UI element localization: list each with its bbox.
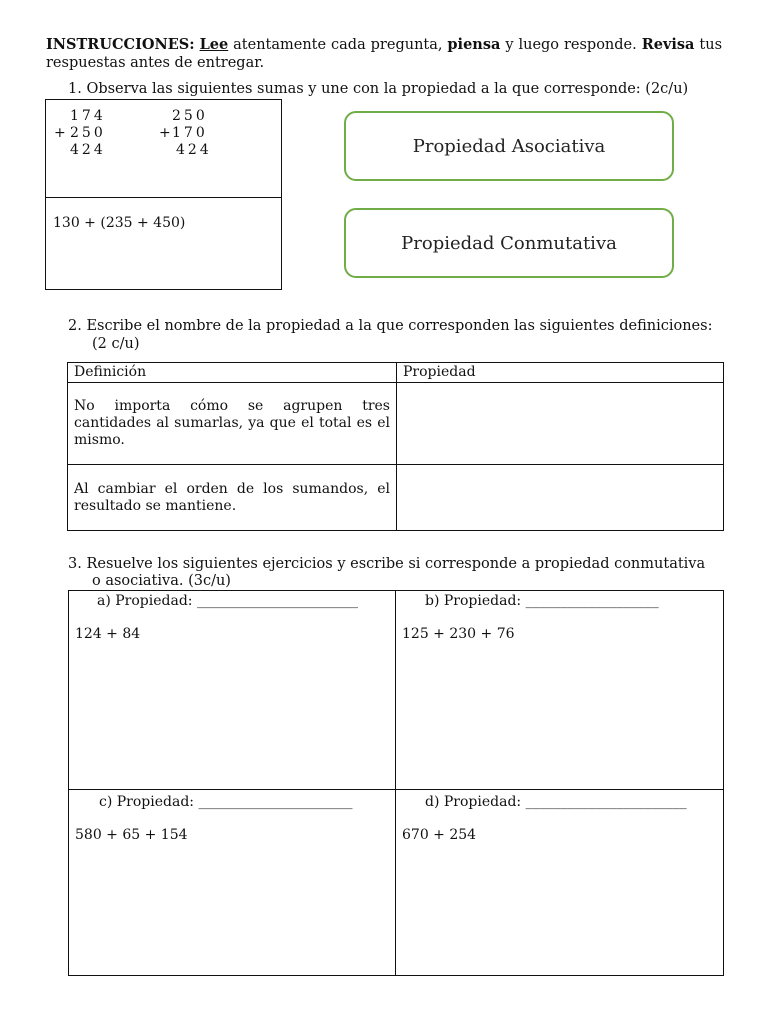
associative-expression: 130 + (235 + 450) [53,215,186,231]
answer-cell-2[interactable] [397,465,724,531]
grid-vertical-divider [395,591,396,975]
instructions-word-revisa: Revisa [641,36,695,53]
sum-2-total: 424 [176,142,212,158]
question-3-points: o asociativa. (3c/u) [92,573,231,589]
exercise-d-property[interactable]: d) Propiedad: _______________________ [425,794,687,810]
exercise-b-expression: 125 + 230 + 76 [402,626,515,642]
sum-2-addend-b: 170 [172,125,208,141]
sum-1-total: 424 [70,142,106,158]
instructions-text-3: tus respuestas antes de entregar. [46,37,723,71]
exercise-c-property[interactable]: c) Propiedad: ______________________ [99,794,353,810]
instructions-text-2: y luego responde. [500,37,642,53]
option-commutative[interactable]: Propiedad Conmutativa [344,208,674,278]
exercises-grid [68,590,724,976]
sum-2-addend-a: 250 [172,108,208,124]
answer-cell-1[interactable] [397,383,724,465]
question-2-text: 2. Escribe el nombre de la propiedad a la que corresponden las siguientes definiciones: [68,318,713,334]
instructions-word-lee: Lee [199,36,229,53]
question-3-text: 3. Resuelve los siguientes ejercicios y escribe si corresponde a propiedad conmutativa [68,556,706,572]
definition-1: No importa cómo se agrupen tres cantidades al sumarlas, ya que el total es el mismo. [68,383,397,465]
exercise-d-expression: 670 + 254 [402,827,477,843]
sum-1-plus: + [54,125,69,141]
sums-box [45,99,282,290]
instructions-text-1: atentamente cada pregunta, [228,37,448,53]
option-associative[interactable]: Propiedad Asociativa [344,111,674,181]
table-header-row [68,363,724,383]
sums-box-divider [46,197,281,198]
instructions-label: INSTRUCCIONES: [46,36,195,53]
grid-horizontal-divider [69,789,723,790]
header-definition: Definición [68,363,397,383]
table-row [68,383,724,465]
question-2-points: (2 c/u) [92,336,140,352]
instructions [46,36,722,72]
exercise-a-property[interactable]: a) Propiedad: _______________________ [97,593,358,609]
definitions-table [67,362,724,531]
header-property: Propiedad [397,363,724,383]
exercise-c-expression: 580 + 65 + 154 [75,827,188,843]
sum-1-addend-a: 174 [70,108,106,124]
exercise-b-property[interactable]: b) Propiedad: ___________________ [425,593,659,609]
sum-1-addend-b: 250 [70,125,106,141]
sum-2-plus: + [159,125,174,141]
exercise-a-expression: 124 + 84 [75,626,141,642]
definition-2: Al cambiar el orden de los sumandos, el resultado se mantiene. [68,465,397,531]
question-1-text: 1. Observa las siguientes sumas y une con la propiedad a la que corresponde: (2c/u) [68,81,689,97]
instructions-word-piensa: piensa [447,36,501,53]
table-row [68,465,724,531]
